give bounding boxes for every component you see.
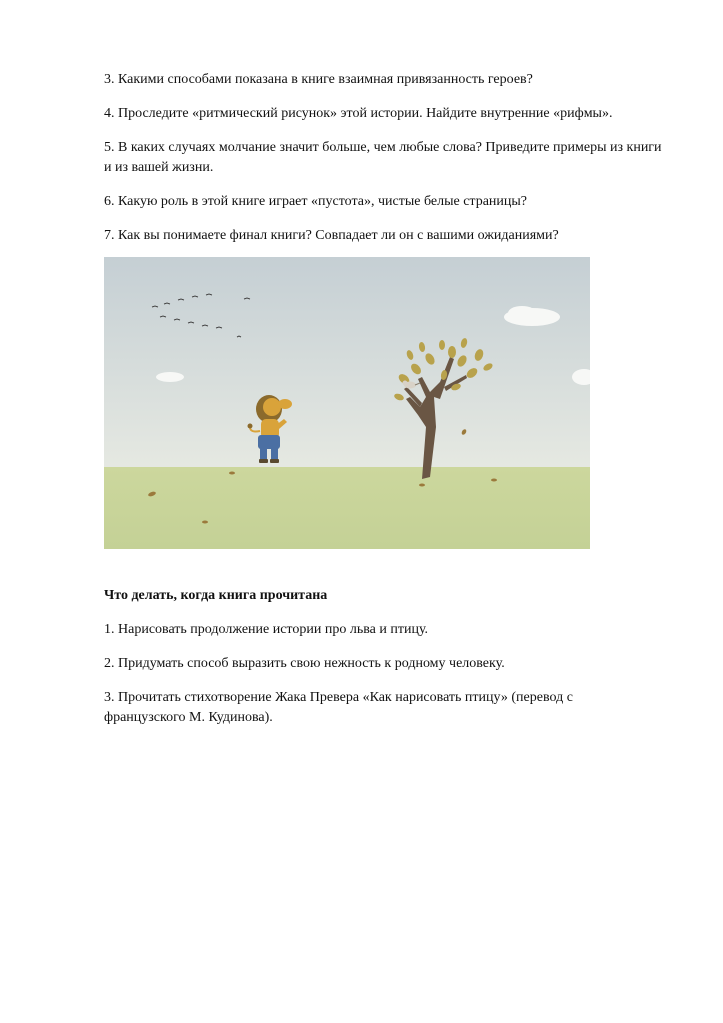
task-2: 2. Придумать способ выразить свою нежность к родному человеку. <box>104 656 505 671</box>
grass <box>104 467 590 549</box>
section-title: Что делать, когда книга прочитана <box>104 588 328 603</box>
question-5: 5. В каких случаях молчание значит больше, чем любые слова? Приведите примеры из книги и из вашей жизни. <box>104 140 662 175</box>
question-4: 4. Проследите «ритмический рисунок» этой истории. Найдите внутренние «рифмы». <box>104 106 613 121</box>
question-3: 3. Какими способами показана в книге взаимная привязанность героев? <box>104 72 533 87</box>
task-1: 1. Нарисовать продолжение истории про льва и птицу. <box>104 622 429 637</box>
lion-and-tree-illustration <box>104 257 590 549</box>
question-6: 6. Какую роль в этой книге играет «пустота», чистые белые страницы? <box>104 194 528 209</box>
cloud-icon <box>156 372 184 382</box>
sky <box>104 257 590 472</box>
question-7: 7. Как вы понимаете финал книги? Совпадает ли он с вашими ожиданиями? <box>104 228 559 243</box>
task-3: 3. Прочитать стихотворение Жака Превера «Как нарисовать птицу» (перевод с французского М. Кудинова). <box>104 690 573 725</box>
